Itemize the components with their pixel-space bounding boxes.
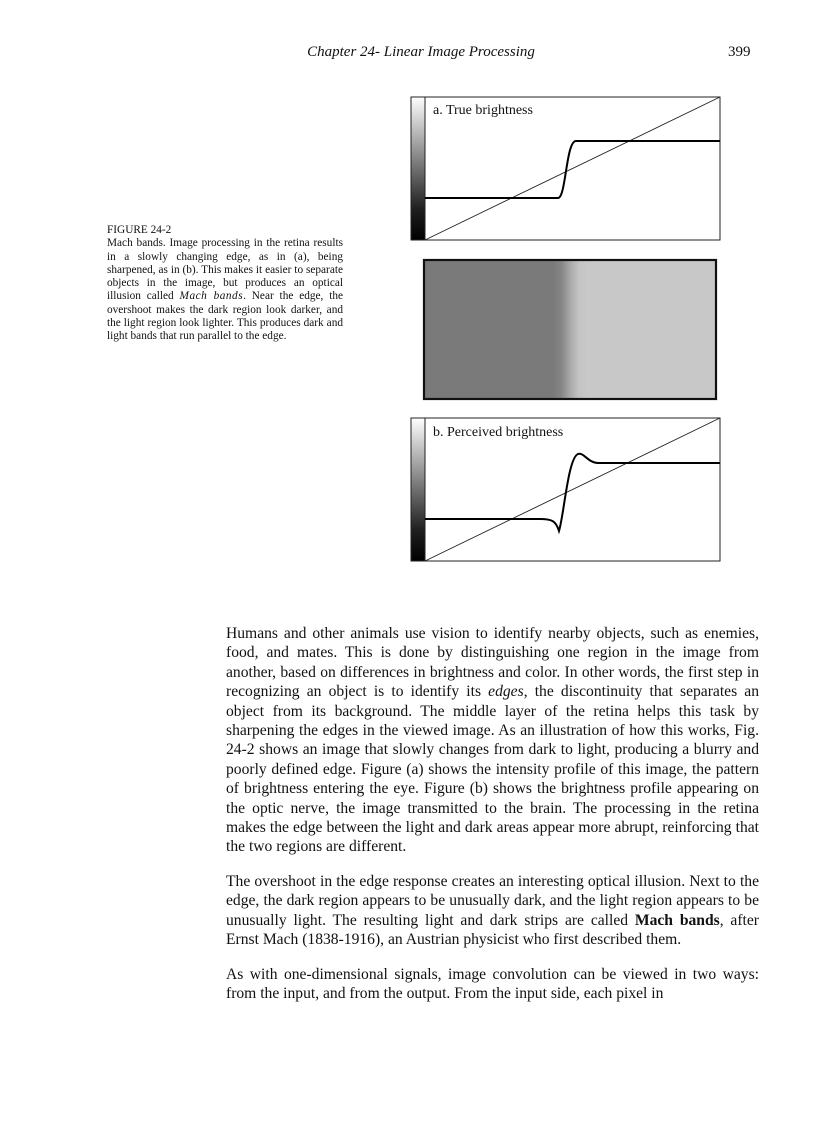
term-mach-bands: Mach bands [634, 911, 720, 929]
paragraph-1-part-b: , the discontinuity that separates an object from its background. The middle layer of the retina helps this task by sharpening the edges in the viewed image. As an illustration of how this works, Fig. 24-2 shows an image that slowly changes from dark to light, producing a blurry and poorly defined edge. Figure (a) shows the intensity profile of this image, the pattern of brightness entering the eye. Figure (b) shows the brightness profile appearing on the optic nerve, the image transmitted to the brain. The processing in the retina makes the edge between the light and dark areas appear more abrupt, reinforcing that the two regions are different. [226, 683, 760, 856]
caption-text-2: . Near the edge, the overshoot makes the dark region look darker, and the light region look lighter. This produces dark and light bands that run parallel to the edge. [107, 290, 343, 343]
panel-b-label: b. Perceived brightness [433, 425, 564, 440]
body-text [226, 624, 759, 1018]
paragraph-3: As with one-dimensional signals, image convolution can be viewed in two ways: from the input, and from the output. From the input side, each pixel in [226, 965, 759, 1002]
panel-a-gray-scale-bar [411, 97, 425, 240]
paragraph-2-part-b: , after Ernst Mach (1838-1916), an Austrian physicist who first described them. [226, 911, 759, 949]
caption-term: Mach bands [179, 290, 244, 303]
paragraph-1 [226, 624, 759, 857]
caption-text-1: Mach bands. Image processing in the retina results in a slowly changing edge, as in (a), being sharpened, as in (b). This makes it easier to separate objects in the image, but produces an optical illusion called [107, 237, 343, 303]
mach-band-image [424, 260, 716, 399]
caption-title: FIGURE 24-2 [107, 224, 172, 236]
paragraph-2-part-a: The overshoot in the edge response creates an interesting optical illusion. Next to the edge, the dark region appears to be unusually dark, and the light region appears to be unusually light. The resulting light and dark strips are called [226, 872, 759, 929]
running-title: Chapter 24- Linear Image Processing [307, 44, 535, 60]
paragraph-1-part-a: Humans and other animals use vision to identify nearby objects, such as enemies, food, and mates. This is done by distinguishing one region in the image from another, based on differences in brightness and color. In other words, the first step in recognizing an object is to identify its [226, 625, 759, 701]
page-number: 399 [728, 44, 751, 60]
paragraph-2 [226, 872, 759, 950]
panel-b-gray-scale-bar [411, 418, 425, 561]
term-edges: edges [488, 683, 524, 701]
panel-a-label: a. True brightness [433, 103, 533, 118]
